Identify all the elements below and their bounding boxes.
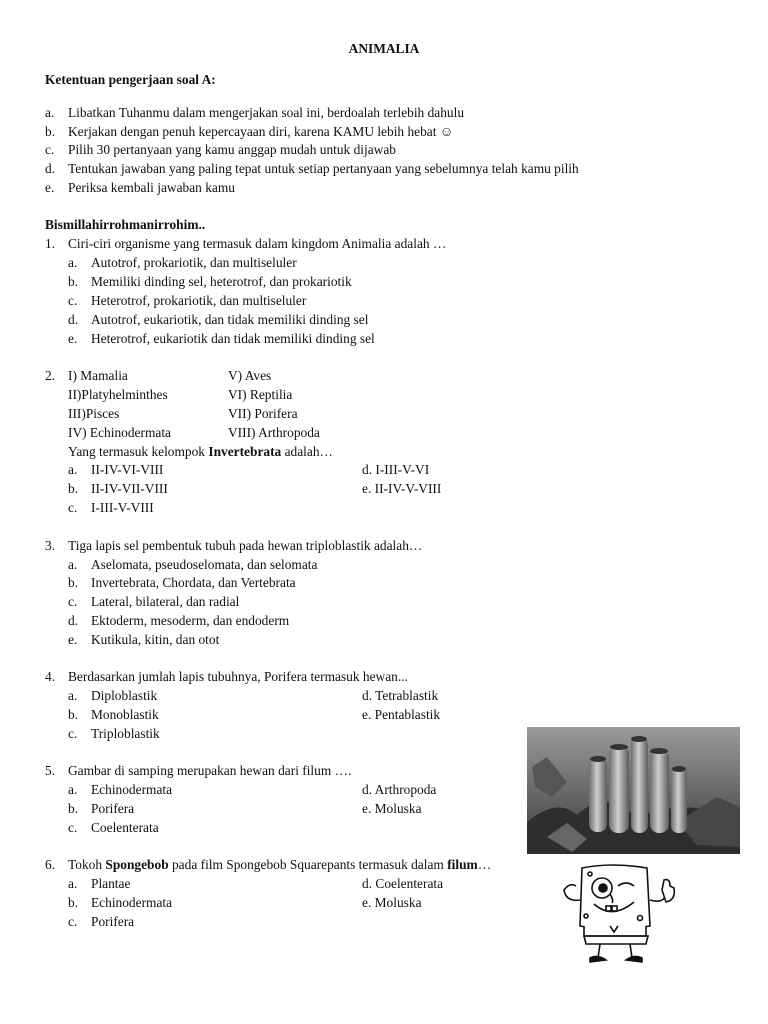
question-number: 3. [45, 538, 56, 553]
question-text: Yang termasuk kelompok Invertebrata adalah… [68, 444, 333, 459]
option-text: Heterotrof, prokariotik, dan multiseluler [91, 293, 307, 308]
group-item: VI) Reptilia [228, 387, 293, 402]
group-item: VIII) Arthropoda [228, 425, 320, 440]
group-item: VII) Porifera [228, 406, 298, 421]
option-text: Lateral, bilateral, dan radial [91, 594, 240, 609]
rule-label: b. [45, 124, 56, 139]
question-text: Gambar di samping merupakan hewan dari filum …. [68, 763, 352, 778]
option-label: c. [68, 914, 78, 929]
question-number: 1. [45, 236, 56, 251]
group-item: V) Aves [228, 368, 272, 383]
page-title: ANIMALIA [348, 41, 420, 56]
option-text: e. II-IV-V-VIII [362, 481, 442, 496]
option-label: c. [68, 500, 78, 515]
option-text: d. I-III-V-VI [362, 462, 430, 477]
option-text: d. Arthropoda [362, 782, 437, 797]
option-label: c. [68, 594, 78, 609]
rule-text: Tentukan jawaban yang paling tepat untuk setiap pertanyaan yang sebelumnya telah kamu pilih [68, 161, 579, 176]
opening-line: Bismillahirrohmanirrohim.. [45, 217, 206, 232]
rule-label: d. [45, 161, 56, 176]
group-item: IV) Echinodermata [68, 425, 171, 440]
option-text: Invertebrata, Chordata, dan Vertebrata [91, 575, 296, 590]
option-text: I-III-V-VIII [91, 500, 154, 515]
option-label: b. [68, 274, 79, 289]
option-text: Echinodermata [91, 895, 173, 910]
group-item: II)Platyhelminthes [68, 387, 168, 402]
option-text: d. Tetrablastik [362, 688, 439, 703]
option-label: a. [68, 782, 78, 797]
option-label: b. [68, 707, 79, 722]
option-label: a. [68, 255, 78, 270]
option-text: Coelenterata [91, 820, 159, 835]
option-text: Triploblastik [91, 726, 160, 741]
option-label: a. [68, 688, 78, 703]
question-text: Tiga lapis sel pembentuk tubuh pada hewan triploblastik adalah… [68, 538, 423, 553]
option-label: c. [68, 820, 78, 835]
sponge-photo [527, 727, 740, 854]
rule-text: Kerjakan dengan penuh kepercayaan diri, karena KAMU lebih hebat ☺ [68, 124, 454, 139]
option-text: d. Coelenterata [362, 876, 444, 891]
option-label: b. [68, 801, 79, 816]
rule-text: Periksa kembali jawaban kamu [68, 180, 235, 195]
rule-text: Pilih 30 pertanyaan yang kamu anggap mudah untuk dijawab [68, 142, 396, 157]
option-text: e. Moluska [362, 895, 422, 910]
group-item: III)Pisces [68, 406, 120, 421]
option-text: Autotrof, prokariotik, dan multiseluler [91, 255, 297, 270]
option-text: Monoblastik [91, 707, 159, 722]
option-label: a. [68, 557, 78, 572]
rule-text: Libatkan Tuhanmu dalam mengerjakan soal ini, berdoalah terlebih dahulu [68, 105, 465, 120]
option-label: b. [68, 895, 79, 910]
option-label: a. [68, 876, 78, 891]
rules-heading: Ketentuan pengerjaan soal A: [45, 72, 216, 87]
question-text: Tokoh Spongebob pada film Spongebob Squarepants termasuk dalam filum… [68, 857, 492, 872]
rule-label: c. [45, 142, 55, 157]
option-text: II-IV-VI-VIII [91, 462, 164, 477]
option-text: Kutikula, kitin, dan otot [91, 632, 220, 647]
option-label: a. [68, 462, 78, 477]
group-item: I) Mamalia [68, 368, 128, 383]
question-number: 5. [45, 763, 56, 778]
option-text: Ektoderm, mesoderm, dan endoderm [91, 613, 290, 628]
option-text: Diploblastik [91, 688, 158, 703]
option-label: b. [68, 481, 79, 496]
option-text: II-IV-VII-VIII [91, 481, 168, 496]
option-text: Aselomata, pseudoselomata, dan selomata [91, 557, 318, 572]
option-label: b. [68, 575, 79, 590]
option-label: e. [68, 331, 78, 346]
option-text: Echinodermata [91, 782, 173, 797]
option-label: d. [68, 312, 79, 327]
option-text: Memiliki dinding sel, heterotrof, dan prokariotik [91, 274, 352, 289]
option-label: e. [68, 632, 78, 647]
rule-label: a. [45, 105, 55, 120]
option-text: Porifera [91, 801, 135, 816]
question-number: 2. [45, 368, 56, 383]
option-text: Plantae [91, 876, 131, 891]
option-text: e. Pentablastik [362, 707, 441, 722]
question-text: Berdasarkan jumlah lapis tubuhnya, Porifera termasuk hewan... [68, 669, 408, 684]
rule-label: e. [45, 180, 55, 195]
spongebob-cartoon [552, 860, 682, 968]
option-text: Autotrof, eukariotik, dan tidak memiliki dinding sel [91, 312, 369, 327]
question-number: 4. [45, 669, 56, 684]
option-text: Heterotrof, eukariotik dan tidak memiliki dinding sel [91, 331, 375, 346]
option-label: c. [68, 293, 78, 308]
option-label: d. [68, 613, 79, 628]
option-text: Porifera [91, 914, 135, 929]
option-label: c. [68, 726, 78, 741]
question-number: 6. [45, 857, 56, 872]
question-text: Ciri-ciri organisme yang termasuk dalam kingdom Animalia adalah … [68, 236, 447, 251]
option-text: e. Moluska [362, 801, 422, 816]
